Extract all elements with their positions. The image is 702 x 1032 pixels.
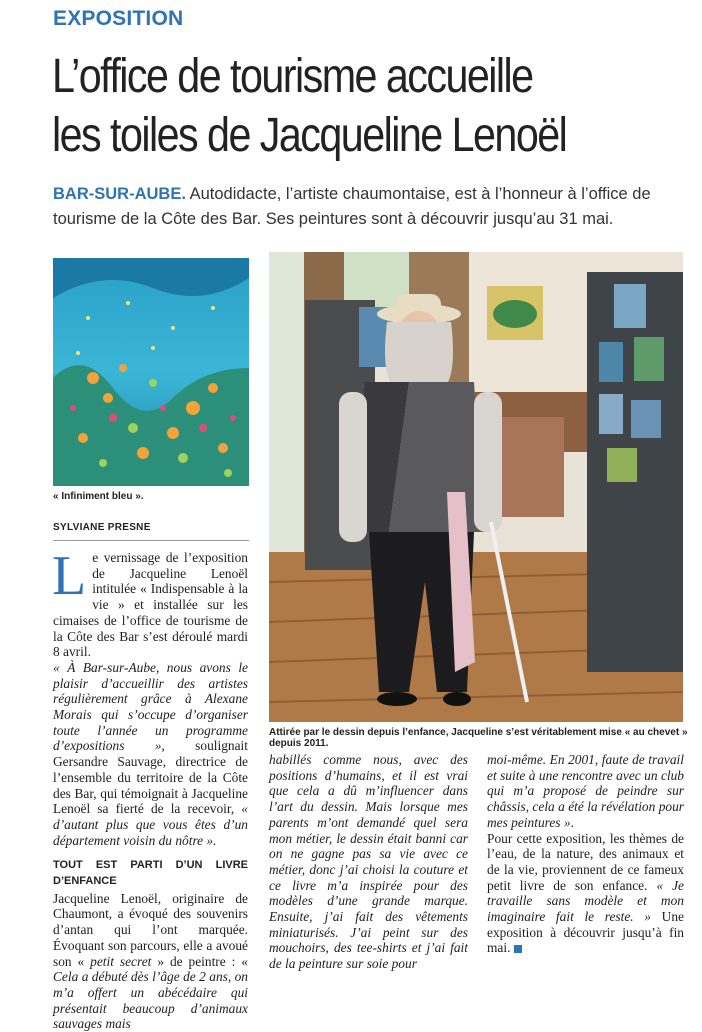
body-column-1 xyxy=(52,545,248,1032)
painting-photo xyxy=(53,258,249,486)
end-mark xyxy=(514,945,522,953)
lead-paragraph xyxy=(53,182,653,232)
small-photo-caption: « Infiniment bleu ». xyxy=(53,491,144,502)
lead-text: Autodidacte, l’artiste chaumontaise, est à l’honneur à l’office de tourisme de la Côte des Bar. Ses peintures sont à découvrir jusqu’au 31 mai. xyxy=(53,185,651,228)
dateline: BAR-SUR-AUBE. xyxy=(53,185,186,203)
paragraph: moi-même. En 2001, faute de travail et suite à une rencontre avec un club qui m’a proposé de peindre sur châssis, cela a été la révélation pour mes peintures ». xyxy=(487,752,684,830)
kicker: EXPOSITION xyxy=(53,7,184,30)
paragraph: habillés comme nous, avec des positions d’humains, et il est vrai que cela a dû m’influencer dans l’art du dessin. Mais lorsque mes parents m’ont demandé quel sera mon métier, le dessin était banni car on ne gagne pas sa vie avec ce métier, donc j’ai choisi la couture et ce livre m’a inspirée pour des modèles d’une grande marque. Ensuite, j’ai fait des vêtements miniaturisés. J’ai peint sur des mouchoirs, des tee-shirts et j’ai fait de la peinture sur soie pour xyxy=(269,752,468,972)
headline-line-2: les toiles de Jacqueline Lenoël xyxy=(52,109,567,162)
headline xyxy=(52,47,602,165)
paragraph: Le vernissage de l’exposition de Jacqueline Lenoël intitulée « Indispensable à la vie » et installée sur les cimaises de l’office de tourisme de la Côte des Bar s’est déroulé mardi 8 avril. xyxy=(52,545,248,660)
headline-line-1: L’office de tourisme accueille xyxy=(52,50,533,103)
artist-photo xyxy=(269,252,683,722)
body-column-2 xyxy=(269,752,468,972)
byline: SYLVIANE PRESNE xyxy=(53,522,151,533)
body-column-3 xyxy=(487,752,684,956)
byline-rule xyxy=(53,540,249,541)
dropcap: L xyxy=(52,545,87,607)
paragraph: Jacqueline Lenoël, originaire de Chaumont, a évoqué des souvenirs d’antan qui l’ont marquée. Évoquant son parcours, elle a avoué son « petit secret » de peintre : « Cela a débuté dès l’âge de 2 ans, on m’a offert un abécédaire qui présentait beaucoup d’animaux sauvages mais xyxy=(53,890,248,1032)
paragraph: « À Bar-sur-Aube, nous avons le plaisir d’accueillir des artistes régulièrement grâce à Alexane Morais qui s’occupe d’organiser toute l’année un programme d’expositions », soulignait Gersandre Sauvage, directrice de l’ensemble du territoire de la Côte des Bar, qui témoignait à Jacqueline Lenoël sa fierté de la recevoir, « d’autant plus que vous êtes d’un département voisin du nôtre ». xyxy=(53,659,248,848)
subhead: TOUT EST PARTI D’UN LIVRE D’ENFANCE xyxy=(53,859,248,888)
paragraph: Pour cette exposition, les thèmes de l’eau, de la nature, des animaux et de la vie, proviennent de ce fameux petit livre de son enfance. « Je travaille sans modèle et mon imaginaire fait le reste. » Une exposition à découvrir jusqu’à fin mai. xyxy=(487,830,684,956)
big-photo-caption: Attirée par le dessin depuis l’enfance, Jacqueline s’est véritablement mise « au chevet » depuis 2011. xyxy=(269,727,688,749)
